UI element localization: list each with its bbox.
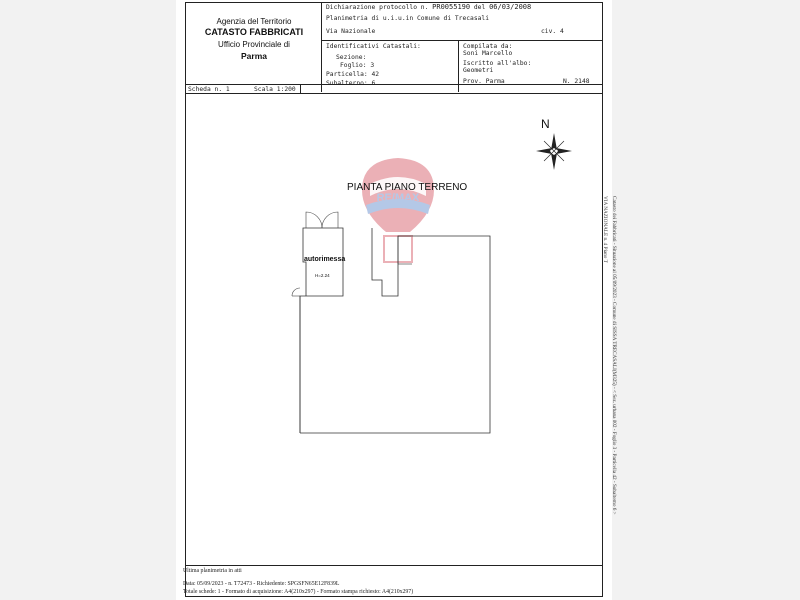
protocol-label: Dichiarazione protocollo n. PR0055190 del 06/03/2008 — [326, 3, 532, 11]
address: Via Nazionale — [326, 28, 376, 35]
side-situation-text — [600, 196, 618, 568]
plan-title: PIANTA PIANO TERRENO — [347, 182, 468, 193]
identifiers-title: Identificativi Catastali: — [326, 43, 421, 50]
civic-number: civ. 4 — [541, 28, 564, 35]
footer-format-line: Totale schede: 1 - Formato di acquisizione: A4(210x297) - Formato stampa richiesto: A4(210x297) — [183, 589, 414, 595]
room-height: H=2.24 — [315, 273, 330, 278]
compiled-by-name: Soni Marcello — [463, 50, 513, 57]
foglio: Foglio: 3 — [340, 62, 375, 69]
agency-office: Ufficio Provinciale di — [218, 40, 290, 49]
side-line-1: Catasto dei Fabbricati - Situazione al 05/09/2023 - Comune di SISSA TRECASALI(M325) - < Sez. urbana 002 - Foglio 3 - Particella 42 - Subalterno 6 > — [611, 196, 617, 515]
compiled-by-label: Compilata da: — [463, 43, 513, 50]
registered-label: Iscritto all'albo: — [463, 60, 532, 67]
side-line-2: VIA NAZIONALE n. 4 Piano T — [602, 196, 608, 263]
particella: Particella: 42 — [326, 71, 380, 78]
door-arc-right — [322, 212, 338, 228]
province: Prov. Parma — [463, 78, 505, 85]
scheda-number: Scheda n. 1 — [188, 86, 230, 93]
registration-number: N. 2148 — [563, 78, 590, 85]
agency-name: Agenzia del Territorio — [216, 17, 292, 26]
door-arc-side — [292, 288, 300, 296]
agency-city: Parma — [241, 51, 267, 61]
scale: Scala 1:200 — [254, 86, 296, 93]
subalterno: Subalterno: 6 — [326, 80, 376, 87]
plan-description: Planimetria di u.i.u.in Comune di Trecasali — [326, 15, 490, 22]
last-plan-note: Ultima planimetria in atti — [183, 568, 242, 574]
door-arc-left — [306, 212, 322, 228]
registered-value: Geometri — [463, 67, 494, 74]
compass-rose — [536, 133, 572, 170]
north-label: N — [541, 117, 550, 131]
watermark-text: RE/MAX — [376, 192, 420, 204]
sezione: Sezione: — [336, 54, 367, 61]
room-label: autorimessa — [304, 256, 346, 263]
agency-catasto: CATASTO FABBRICATI — [204, 27, 304, 37]
footer-request-line: Data: 05/09/2023 - n. T72473 - Richiedente: SPGSFN65E12F839L — [183, 581, 340, 587]
